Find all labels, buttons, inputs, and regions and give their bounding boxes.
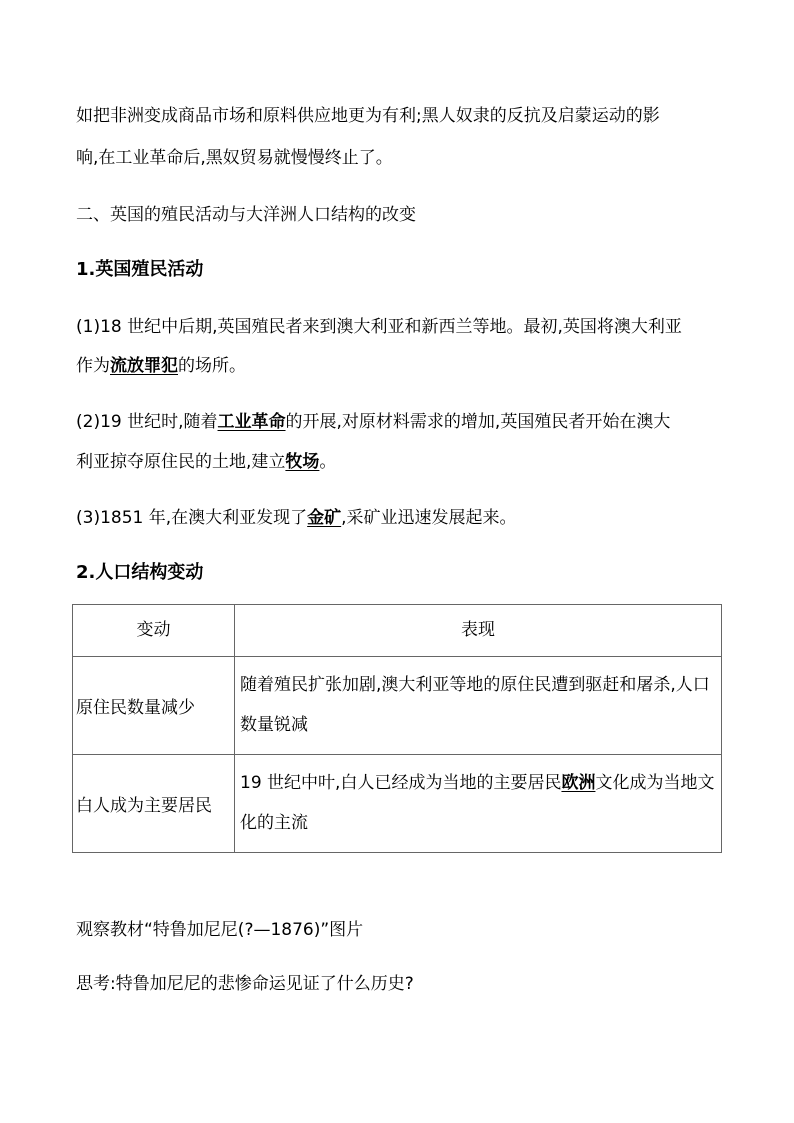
key-term: 流放罪犯 [110,356,178,376]
text: 的开展,对原材料需求的增加,英国殖民者开始在澳大 [285,412,671,432]
key-term: 牧场 [285,452,320,472]
observe-line: 观察教材“特鲁加尼尼(?—1876)”图片 [76,920,364,940]
part-1-heading: 1.英国殖民活动 [76,259,204,280]
text: ,采矿业迅速发展起来。 [341,508,517,528]
part-1-paragraph-1-line-2 [76,354,246,378]
text: (3)1851 年,在澳大利亚发现了 [76,508,308,528]
text: 的场所。 [178,356,246,376]
text: 利亚掠夺原住民的土地,建立 [76,452,286,472]
key-term: 欧洲 [561,773,596,793]
intro-line-1: 如把非洲变成商品市场和原料供应地更为有利;黑人奴隶的反抗及启蒙运动的影 [76,106,660,126]
part-1-paragraph-1-line-1: (1)18 世纪中后期,英国殖民者来到澳大利亚和新西兰等地。最初,英国将澳大利亚 [76,317,682,337]
text: 。 [319,452,337,472]
section-2-title: 二、英国的殖民活动与大洋洲人口结构的改变 [76,205,416,225]
table-row [73,755,722,853]
part-1-paragraph-2-line-2 [76,450,336,474]
table-header-row [73,605,722,657]
part-1-paragraph-2-line-1 [76,410,670,434]
row-2-text [235,755,722,853]
key-term: 工业革命 [217,412,286,432]
header-detail: 表现 [235,605,722,657]
text: 文化成为当地文化的主流 [240,773,715,833]
text: (2)19 世纪时,随着 [76,412,218,432]
row-2-label: 白人成为主要居民 [73,755,235,853]
part-2-heading: 2.人口结构变动 [76,562,204,583]
think-question: 思考:特鲁加尼尼的悲惨命运见证了什么历史? [76,974,414,994]
table-row [73,657,722,755]
row-1-text: 随着殖民扩张加剧,澳大利亚等地的原住民遭到驱赶和屠杀,人口数量锐减 [235,657,722,755]
text: 19 世纪中叶,白人已经成为当地的主要居民 [240,773,562,793]
key-term: 金矿 [307,508,342,528]
part-1-paragraph-3 [76,506,517,530]
population-change-table [72,604,722,853]
row-1-label: 原住民数量减少 [73,657,235,755]
intro-line-2: 响,在工业革命后,黑奴贸易就慢慢终止了。 [76,148,393,168]
header-change: 变动 [73,605,235,657]
text: 作为 [76,356,110,376]
